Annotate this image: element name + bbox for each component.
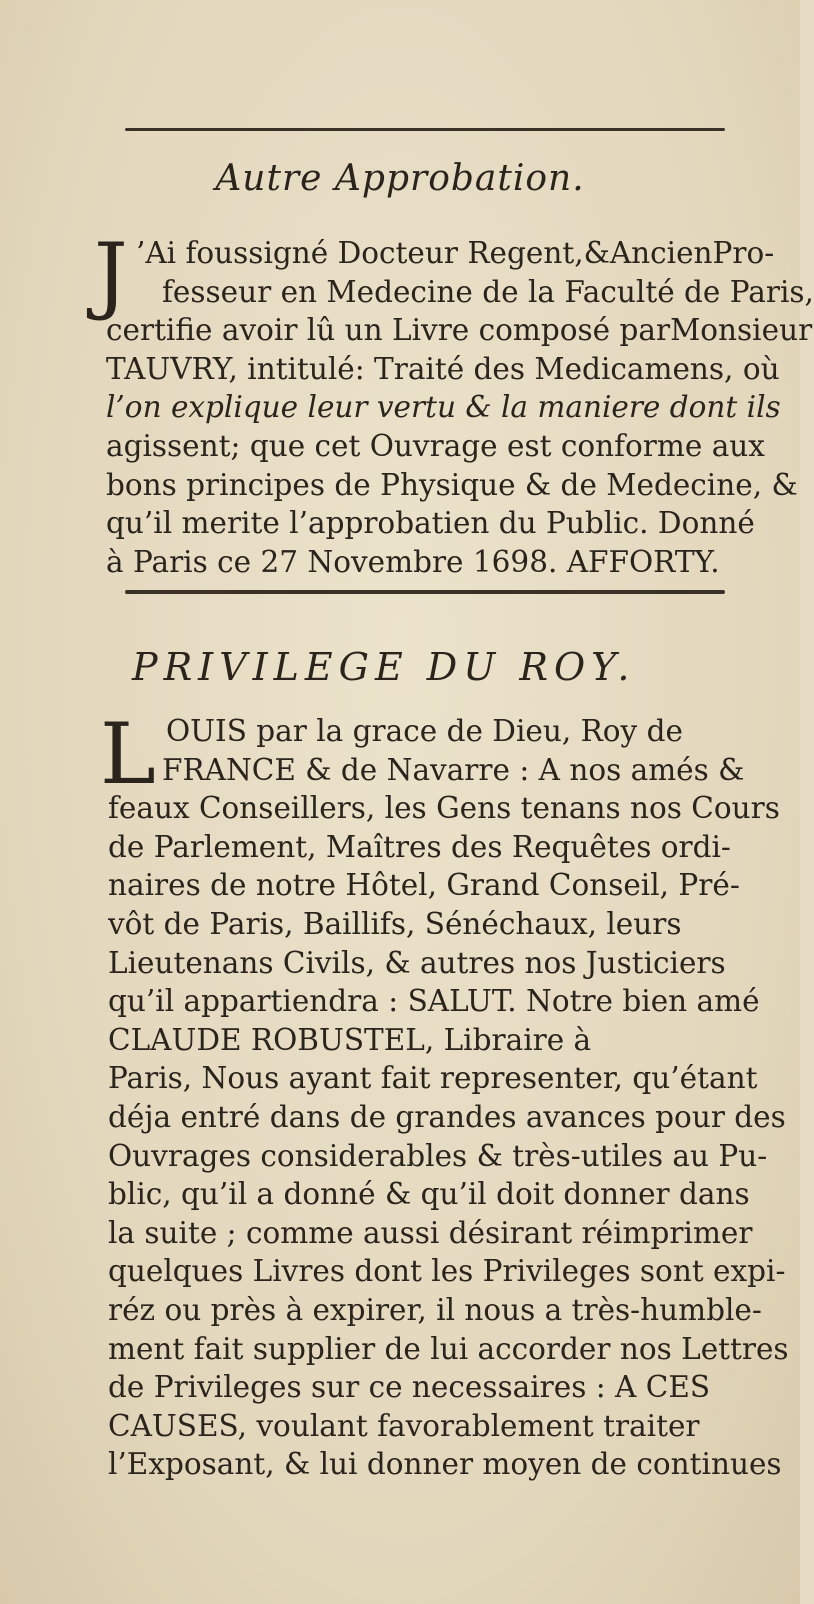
- approbation-line: ’Ai foussigné Docteur Regent,&AncienPro-: [136, 236, 775, 270]
- privilege-text: [108, 712, 789, 1484]
- top-rule: [125, 128, 725, 131]
- approbation-line: à Paris ce 27 Novembre 1698. AFFORTY.: [106, 544, 720, 579]
- privilege-line: naires de notre Hôtel, Grand Conseil, Pré-: [108, 868, 740, 903]
- approbation-heading: Autre Approbation.: [215, 158, 585, 199]
- middle-rule: [125, 590, 725, 594]
- privilege-line: Ouvrages considerables & très-utiles au Pu-: [108, 1138, 768, 1173]
- privilege-line: Paris, Nous ayant fait representer, qu’étant: [108, 1061, 758, 1096]
- privilege-line: CAUSES, voulant favorablement traiter: [108, 1408, 700, 1443]
- approbation-line: qu’il merite l’approbatien du Public. Donné: [106, 506, 755, 541]
- approbation-line: TAUVRY, intitulé: Traité des Medicamens, où: [106, 351, 780, 386]
- privilege-line: la suite ; comme aussi désirant réimprimer: [108, 1215, 753, 1250]
- privilege-line: qu’il appartiendra : SALUT. Notre bien amé: [108, 984, 760, 1019]
- approbation-dropcap: J: [94, 225, 128, 323]
- approbation-line: certifie avoir lû un Livre composé parMonsieur: [106, 313, 813, 348]
- privilege-line: ment fait supplier de lui accorder nos Lettres: [108, 1331, 789, 1366]
- privilege-line: de Privileges sur ce necessaires : A CES: [108, 1370, 711, 1405]
- privilege-line: vôt de Paris, Baillifs, Sénéchaux, leurs: [108, 906, 682, 941]
- privilege-line: réz ou près à expirer, il nous a très-humble-: [108, 1292, 762, 1327]
- privilege-line: quelques Livres dont les Privileges sont expi-: [108, 1254, 786, 1289]
- approbation-text: [106, 234, 814, 581]
- privilege-line: FRANCE & de Navarre : A nos amés &: [162, 752, 745, 787]
- privilege-line: CLAUDE ROBUSTEL, Libraire à: [108, 1022, 592, 1057]
- privilege-dropcap: L: [100, 705, 156, 803]
- privilege-line: blic, qu’il a donné & qu’il doit donner dans: [108, 1177, 750, 1212]
- privilege-line: de Parlement, Maîtres des Requêtes ordi-: [108, 829, 731, 864]
- privilege-heading: PRIVILEGE DU ROY.: [132, 645, 636, 689]
- approbation-line: agissent; que cet Ouvrage est conforme aux: [106, 428, 765, 463]
- privilege-line: OUIS par la grace de Dieu, Roy de: [166, 714, 683, 748]
- privilege-line: feaux Conseillers, les Gens tenans nos Cours: [108, 791, 780, 826]
- privilege-line: Lieutenans Civils, & autres nos Justiciers: [108, 945, 726, 980]
- privilege-line: déja entré dans de grandes avances pour des: [108, 1099, 786, 1134]
- approbation-line: l’on explique leur vertu & la maniere dont ils: [106, 390, 781, 425]
- approbation-line: bons principes de Physique & de Medecine, &: [106, 467, 798, 502]
- privilege-line: l’Exposant, & lui donner moyen de continues: [108, 1447, 782, 1482]
- approbation-line: fesseur en Medecine de la Faculté de Paris,: [162, 274, 814, 309]
